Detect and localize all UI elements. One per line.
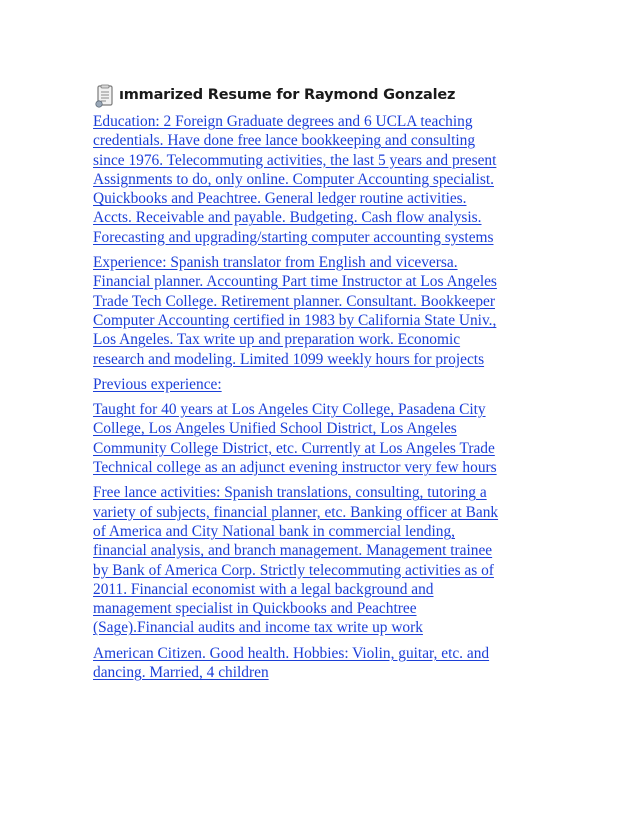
text-line: Community College District, etc. Currently at Los Angeles Trade <box>93 439 495 457</box>
text-line: Free lance activities: Spanish translations, consulting, tutoring a <box>93 484 487 502</box>
text-line: Computer Accounting certified in 1983 by California State Univ., <box>93 311 497 329</box>
freelance-paragraph[interactable] <box>93 483 553 637</box>
text-line: Assignments to do, only online. Computer Accounting specialist. <box>93 170 494 188</box>
text-line: variety of subjects, financial planner, etc. Banking officer at Bank <box>93 503 499 521</box>
text-line: College, Los Angeles Unified School District, Los Angeles <box>93 420 457 438</box>
text-line: Experience: Spanish translator from English and viceversa. <box>93 254 458 272</box>
text-line: credentials. Have done free lance bookkeeping and consulting <box>93 132 476 150</box>
text-line: Taught for 40 years at Los Angeles City College, Pasadena City <box>93 401 486 419</box>
text-line: dancing. Married, 4 children <box>93 664 269 682</box>
text-line: Accts. Receivable and payable. Budgeting. Cash flow analysis. <box>93 209 482 227</box>
text-line: Trade Tech College. Retirement planner. Consultant. Bookkeeper <box>93 292 495 310</box>
page-title: ımmarized Resume for Raymond Gonzalez <box>119 87 456 103</box>
previous-experience-heading[interactable] <box>93 375 553 394</box>
personal-paragraph[interactable] <box>93 644 553 683</box>
text-line: American Citizen. Good health. Hobbies: Violin, guitar, etc. and <box>93 644 490 662</box>
text-line: Previous experience: <box>93 375 222 393</box>
text-line: Technical college as an adjunct evening instructor very few hours <box>93 459 497 477</box>
text-line: Financial planner. Accounting Part time Instructor at Los Angeles <box>93 273 497 291</box>
text-line: financial analysis, and branch management. Management trainee <box>93 542 493 560</box>
experience-paragraph[interactable] <box>93 253 553 369</box>
text-line: management specialist in Quickbooks and Peachtree <box>93 600 417 618</box>
text-line: Los Angeles. Tax write up and preparation work. Economic <box>93 331 461 349</box>
text-line: since 1976. Telecommuting activities, the last 5 years and present <box>93 151 497 169</box>
text-line: research and modeling. Limited 1099 weekly hours for projects <box>93 350 485 368</box>
title-row <box>93 84 553 112</box>
education-paragraph[interactable] <box>93 112 553 247</box>
text-line: Education: 2 Foreign Graduate degrees and 6 UCLA teaching <box>93 113 473 130</box>
teaching-paragraph[interactable] <box>93 400 553 477</box>
resume-body <box>93 112 553 682</box>
text-line: (Sage).Financial audits and income tax write up work <box>93 619 423 637</box>
text-line: Forecasting and upgrading/starting computer accounting systems <box>93 228 494 246</box>
text-line: of America and City National bank in commercial lending, <box>93 522 456 540</box>
resume-page <box>93 84 553 688</box>
text-line: by Bank of America Corp. Strictly telecommuting activities as of <box>93 561 494 579</box>
text-line: Quickbooks and Peachtree. General ledger routine activities. <box>93 190 467 208</box>
text-line: 2011. Financial economist with a legal background and <box>93 580 434 598</box>
document-icon <box>93 84 117 108</box>
